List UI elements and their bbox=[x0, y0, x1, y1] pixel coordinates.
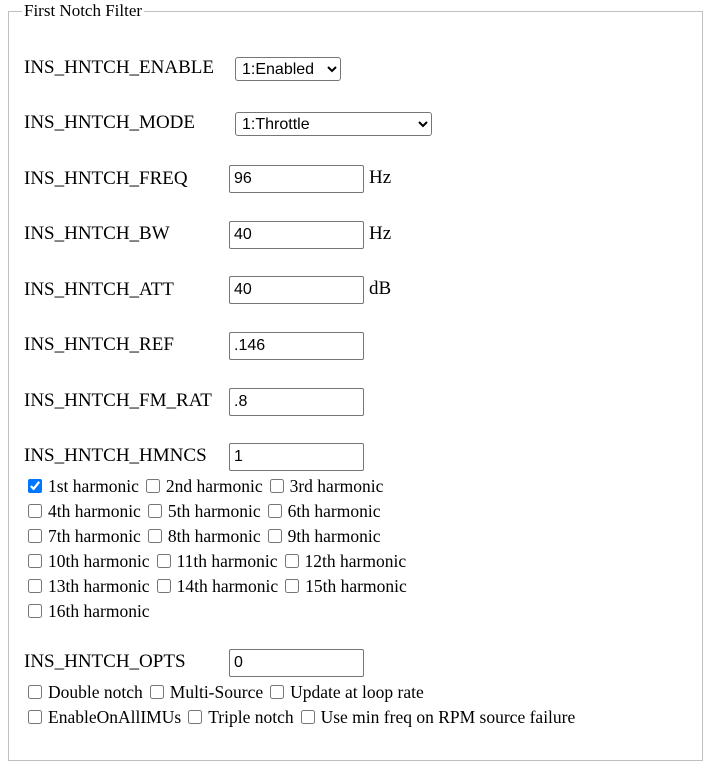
mode-label: INS_HNTCH_MODE bbox=[24, 112, 195, 133]
harmonic-9[interactable] bbox=[268, 525, 381, 547]
harmonic-9-label: 9th harmonic bbox=[287, 526, 381, 546]
att-unit: dB bbox=[369, 278, 392, 299]
harmonic-11-label: 11th harmonic bbox=[176, 551, 278, 571]
fm-rat-input[interactable] bbox=[229, 388, 364, 416]
harmonic-6[interactable] bbox=[268, 500, 381, 522]
option-update-loop-rate-label: Update at loop rate bbox=[290, 682, 424, 702]
harmonic-15[interactable] bbox=[285, 575, 407, 597]
harmonic-3[interactable] bbox=[270, 475, 384, 497]
harmonic-9-checkbox[interactable] bbox=[268, 529, 282, 543]
harmonic-10[interactable] bbox=[28, 550, 150, 572]
option-double-notch[interactable] bbox=[28, 681, 143, 703]
harmonics-row-2 bbox=[28, 500, 387, 522]
enable-label: INS_HNTCH_ENABLE bbox=[24, 57, 214, 78]
option-double-notch-label: Double notch bbox=[48, 682, 143, 702]
group-legend: First Notch Filter bbox=[24, 1, 143, 20]
harmonics-row-6 bbox=[28, 600, 157, 622]
hmncs-input[interactable] bbox=[229, 443, 364, 471]
att-label: INS_HNTCH_ATT bbox=[24, 279, 174, 300]
freq-unit: Hz bbox=[369, 167, 392, 188]
option-double-notch-checkbox[interactable] bbox=[28, 685, 42, 699]
option-triple-notch-checkbox[interactable] bbox=[188, 710, 202, 724]
harmonic-7-label: 7th harmonic bbox=[48, 526, 141, 546]
harmonic-16-label: 16th harmonic bbox=[48, 601, 150, 621]
ref-label: INS_HNTCH_REF bbox=[24, 334, 174, 355]
fm-rat-label: INS_HNTCH_FM_RAT bbox=[24, 390, 212, 411]
harmonic-4[interactable] bbox=[28, 500, 141, 522]
harmonic-8[interactable] bbox=[148, 525, 261, 547]
harmonic-16[interactable] bbox=[28, 600, 150, 622]
option-min-freq-rpm-failure-label: Use min freq on RPM source failure bbox=[320, 707, 576, 727]
harmonic-14[interactable] bbox=[157, 575, 279, 597]
enable-select[interactable] bbox=[235, 57, 341, 81]
harmonic-12[interactable] bbox=[285, 550, 407, 572]
harmonic-13[interactable] bbox=[28, 575, 150, 597]
harmonic-5-checkbox[interactable] bbox=[148, 504, 162, 518]
harmonic-15-checkbox[interactable] bbox=[285, 579, 299, 593]
harmonic-13-label: 13th harmonic bbox=[48, 576, 150, 596]
harmonic-7[interactable] bbox=[28, 525, 141, 547]
option-multi-source-label: Multi-Source bbox=[169, 682, 264, 702]
hmncs-label: INS_HNTCH_HMNCS bbox=[24, 445, 207, 466]
option-enable-all-imus[interactable] bbox=[28, 706, 181, 728]
opts-input[interactable] bbox=[229, 649, 364, 677]
options-row-2 bbox=[28, 706, 582, 728]
freq-input[interactable] bbox=[229, 165, 364, 193]
harmonic-5[interactable] bbox=[148, 500, 261, 522]
harmonics-row-4 bbox=[28, 550, 413, 572]
harmonic-7-checkbox[interactable] bbox=[28, 529, 42, 543]
option-enable-all-imus-label: EnableOnAllIMUs bbox=[48, 707, 182, 727]
harmonic-1-checkbox[interactable] bbox=[28, 479, 42, 493]
harmonic-13-checkbox[interactable] bbox=[28, 579, 42, 593]
harmonic-14-label: 14th harmonic bbox=[176, 576, 279, 596]
harmonic-2-checkbox[interactable] bbox=[146, 479, 160, 493]
harmonic-1-label: 1st harmonic bbox=[48, 476, 139, 496]
option-update-loop-rate[interactable] bbox=[270, 681, 424, 703]
mode-select[interactable] bbox=[235, 112, 432, 136]
option-multi-source-checkbox[interactable] bbox=[150, 685, 164, 699]
option-min-freq-rpm-failure[interactable] bbox=[301, 706, 576, 728]
harmonic-10-checkbox[interactable] bbox=[28, 554, 42, 568]
harmonics-row-5 bbox=[28, 575, 414, 597]
harmonic-4-checkbox[interactable] bbox=[28, 504, 42, 518]
opts-label: INS_HNTCH_OPTS bbox=[24, 651, 186, 672]
harmonic-1[interactable] bbox=[28, 475, 139, 497]
harmonics-row-3 bbox=[28, 525, 387, 547]
harmonic-2[interactable] bbox=[146, 475, 263, 497]
option-multi-source[interactable] bbox=[150, 681, 263, 703]
ref-input[interactable] bbox=[229, 332, 364, 360]
options-row-1 bbox=[28, 681, 431, 703]
harmonic-10-label: 10th harmonic bbox=[48, 551, 150, 571]
option-triple-notch-label: Triple notch bbox=[208, 707, 294, 727]
harmonic-8-checkbox[interactable] bbox=[148, 529, 162, 543]
harmonic-3-label: 3rd harmonic bbox=[289, 476, 384, 496]
harmonic-4-label: 4th harmonic bbox=[48, 501, 141, 521]
harmonic-16-checkbox[interactable] bbox=[28, 604, 42, 618]
option-update-loop-rate-checkbox[interactable] bbox=[270, 685, 284, 699]
harmonics-row-1 bbox=[28, 475, 390, 497]
harmonic-15-label: 15th harmonic bbox=[305, 576, 407, 596]
harmonic-6-label: 6th harmonic bbox=[287, 501, 381, 521]
option-triple-notch[interactable] bbox=[188, 706, 293, 728]
harmonic-2-label: 2nd harmonic bbox=[165, 476, 263, 496]
harmonic-8-label: 8th harmonic bbox=[167, 526, 261, 546]
option-min-freq-rpm-failure-checkbox[interactable] bbox=[301, 710, 315, 724]
harmonic-12-checkbox[interactable] bbox=[285, 554, 299, 568]
freq-label: INS_HNTCH_FREQ bbox=[24, 168, 188, 189]
option-enable-all-imus-checkbox[interactable] bbox=[28, 710, 42, 724]
harmonic-11-checkbox[interactable] bbox=[157, 554, 171, 568]
bw-unit: Hz bbox=[369, 223, 392, 244]
harmonic-3-checkbox[interactable] bbox=[270, 479, 284, 493]
att-input[interactable] bbox=[229, 276, 364, 304]
harmonic-5-label: 5th harmonic bbox=[167, 501, 261, 521]
bw-label: INS_HNTCH_BW bbox=[24, 223, 170, 244]
bw-input[interactable] bbox=[229, 221, 364, 249]
harmonic-12-label: 12th harmonic bbox=[304, 551, 407, 571]
harmonic-11[interactable] bbox=[157, 550, 278, 572]
harmonic-6-checkbox[interactable] bbox=[268, 504, 282, 518]
harmonic-14-checkbox[interactable] bbox=[157, 579, 171, 593]
